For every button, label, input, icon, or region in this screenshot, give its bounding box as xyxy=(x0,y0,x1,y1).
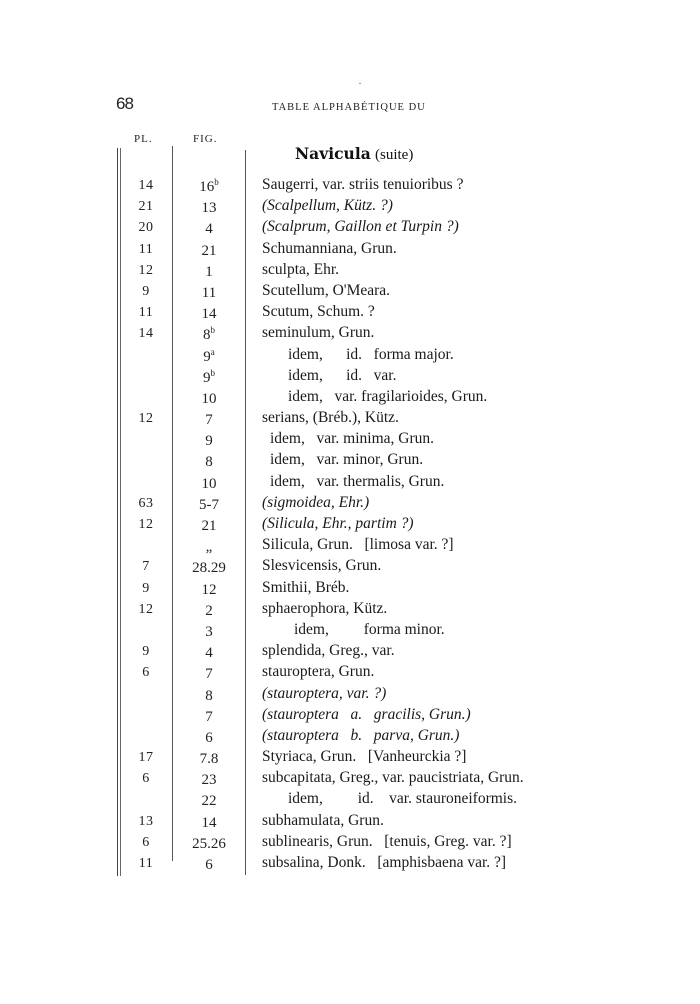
figure-number xyxy=(175,558,243,577)
species-entry xyxy=(262,600,387,618)
figure-number-value: 9 xyxy=(203,348,211,365)
table-row xyxy=(0,685,700,706)
figure-number xyxy=(175,389,243,408)
plate-number: 6 xyxy=(142,665,150,681)
column-header-fig: FIG. xyxy=(193,133,218,145)
plate-number: 11 xyxy=(138,305,154,321)
species-entry xyxy=(262,685,386,703)
figure-number xyxy=(175,452,243,471)
table-row xyxy=(0,197,700,218)
plate-number: 14 xyxy=(138,326,154,342)
stray-dot xyxy=(359,83,361,84)
species-entry xyxy=(262,324,374,342)
species-entry-text: (Scalprum, Gaillon et Turpin ?) xyxy=(262,218,459,236)
species-entry xyxy=(262,812,384,830)
table-row xyxy=(0,218,700,239)
plate-number: 17 xyxy=(138,750,154,766)
figure-number-value: 25.26 xyxy=(192,835,226,852)
figure-number-value: 4 xyxy=(205,221,213,238)
figure-number-value: 16 xyxy=(199,179,215,195)
figure-number-value: 10 xyxy=(201,390,217,407)
species-entry-text: (Scalpellum, Kütz. ?) xyxy=(262,197,393,215)
figure-number xyxy=(175,474,243,493)
plate-number: 6 xyxy=(142,771,150,787)
figure-number xyxy=(175,749,243,768)
species-entry-text: (stauroptera a. gracilis, Grun.) xyxy=(262,705,471,723)
species-entry-text: Schumanniana, Grun. xyxy=(262,239,397,257)
figure-number-value: 14 xyxy=(201,814,217,831)
species-entry-text: idem, var. minor, Grun. xyxy=(270,451,424,469)
page-number: 68 xyxy=(116,94,133,113)
table-row xyxy=(0,536,700,557)
table-row xyxy=(0,515,700,536)
running-head: TABLE ALPHABÉTIQUE DU xyxy=(272,102,426,113)
species-entry-text: idem, forma minor. xyxy=(294,620,445,638)
table-row xyxy=(0,790,700,811)
figure-number xyxy=(175,198,243,217)
plate-number: 9 xyxy=(142,580,150,596)
species-entry-text: (stauroptera b. parva, Grun.) xyxy=(262,726,460,744)
table-row xyxy=(0,663,700,684)
table-row xyxy=(0,473,700,494)
plate-number: 12 xyxy=(138,262,154,278)
figure-number xyxy=(175,241,243,260)
genus-name: Navicula xyxy=(295,144,371,163)
table-row xyxy=(0,261,700,282)
species-entry-text: idem, var. minima, Grun. xyxy=(270,430,435,448)
table-row xyxy=(0,367,700,388)
table-row xyxy=(0,854,700,875)
species-entry-text: subhamulata, Grun. xyxy=(262,811,384,829)
plate-number: 7 xyxy=(142,559,150,575)
figure-number xyxy=(175,410,243,429)
plate-number: 13 xyxy=(138,813,154,829)
species-entry xyxy=(262,176,463,194)
species-entry-text: Silicula, Grun. [limosa var. ?] xyxy=(262,536,454,554)
figure-number-value: 3 xyxy=(205,623,213,640)
species-entry-text: sculpta, Ehr. xyxy=(262,260,340,278)
species-entry-text: Styriaca, Grun. [Vanheurckia ?] xyxy=(262,748,467,766)
figure-number-value: 1 xyxy=(205,263,213,280)
figure-superscript: a xyxy=(210,346,215,357)
figure-number xyxy=(175,347,243,366)
species-entry xyxy=(262,769,524,787)
figure-number-value: 6 xyxy=(205,857,213,873)
species-entry-text: (stauroptera, var. ?) xyxy=(262,684,387,702)
species-entry-text: (sigmoidea, Ehr.) xyxy=(262,493,370,511)
figure-number-value: 8 xyxy=(205,454,213,471)
species-entry-text: (Silicula, Ehr., partim ?) xyxy=(262,515,414,532)
species-entry xyxy=(262,409,399,427)
figure-superscript: b xyxy=(214,177,219,187)
section-title xyxy=(295,144,413,164)
figure-number-value: 8 xyxy=(205,687,213,704)
species-entry-text: seminulum, Grun. xyxy=(262,324,375,342)
species-entry xyxy=(262,218,459,236)
table-row xyxy=(0,346,700,367)
figure-number xyxy=(175,537,243,556)
section-suffix: (suite) xyxy=(375,147,414,163)
species-entry xyxy=(262,261,339,279)
species-entry xyxy=(262,642,395,660)
table-row xyxy=(0,557,700,578)
figure-number xyxy=(175,580,243,599)
figure-number xyxy=(175,368,243,387)
plate-number: 63 xyxy=(138,495,154,511)
plate-number: 20 xyxy=(138,220,154,236)
species-entry-text: stauroptera, Grun. xyxy=(262,663,375,681)
table-row xyxy=(0,600,700,621)
plate-number: 12 xyxy=(138,601,154,617)
species-entry-text: sublinearis, Grun. [tenuis, Greg. var. ?] xyxy=(262,832,512,850)
species-entry-text: Slesvicensis, Grun. xyxy=(262,557,382,575)
species-entry-text: idem, var. thermalis, Grun. xyxy=(270,472,445,490)
species-entry-text: Saugerri, var. striis tenuioribus ? xyxy=(262,176,464,193)
figure-number-value: 2 xyxy=(205,602,213,619)
figure-number-value: 13 xyxy=(201,200,217,217)
figure-number-value: 9 xyxy=(205,433,213,450)
figure-number-value: 23 xyxy=(201,772,217,789)
plate-number: 11 xyxy=(138,241,154,257)
species-entry xyxy=(270,430,434,448)
figure-number xyxy=(175,770,243,789)
table-row xyxy=(0,812,700,833)
plate-number: 6 xyxy=(142,834,150,850)
figure-number xyxy=(175,283,243,302)
species-entry xyxy=(262,282,390,300)
figure-number-value: 22 xyxy=(201,793,217,810)
species-entry xyxy=(262,557,381,575)
table-row xyxy=(0,388,700,409)
species-entry-text: splendida, Greg., var. xyxy=(262,642,395,660)
figure-number-value: 11 xyxy=(201,284,217,301)
figure-number-value: 21 xyxy=(201,518,217,534)
plate-number: 9 xyxy=(142,644,150,660)
figure-number xyxy=(175,643,243,662)
table-row xyxy=(0,748,700,769)
species-entry xyxy=(262,240,397,258)
figure-number xyxy=(175,791,243,810)
column-header-pl: PL. xyxy=(134,133,153,145)
species-entry xyxy=(294,621,445,639)
species-entry xyxy=(262,833,512,851)
figure-number xyxy=(175,325,243,344)
plate-number: 12 xyxy=(138,411,154,427)
species-entry xyxy=(262,854,506,872)
species-entry xyxy=(262,515,414,533)
species-entry-text: Smithii, Bréb. xyxy=(262,578,350,596)
figure-number-value: „ xyxy=(205,539,213,556)
species-entry xyxy=(288,367,397,385)
species-entry xyxy=(288,790,517,808)
figure-number-value: 12 xyxy=(201,581,217,598)
species-entry xyxy=(262,579,349,597)
table-row xyxy=(0,409,700,430)
figure-number xyxy=(175,516,243,535)
species-entry-text: subcapitata, Greg., var. paucistriata, Grun. xyxy=(262,769,524,787)
figure-number xyxy=(175,707,243,726)
figure-number xyxy=(175,622,243,641)
species-entry-text: subsalina, Donk. [amphisbaena var. ?] xyxy=(262,854,507,871)
figure-number xyxy=(175,219,243,238)
species-entry xyxy=(270,451,423,469)
species-entry xyxy=(288,388,487,406)
figure-number-value: 7 xyxy=(205,708,213,725)
species-entry-text: sphaerophora, Kütz. xyxy=(262,599,388,617)
species-entry xyxy=(262,706,471,724)
figure-number xyxy=(175,601,243,620)
species-entry xyxy=(262,303,375,321)
species-entry-text: idem, id. var. stauroneiformis. xyxy=(288,790,518,808)
table-row xyxy=(0,769,700,790)
figure-number-value: 14 xyxy=(201,306,217,323)
species-entry-text: idem, var. fragilarioides, Grun. xyxy=(288,387,488,405)
species-entry-text: idem, id. var. xyxy=(288,366,397,384)
figure-number xyxy=(175,834,243,853)
species-entry xyxy=(262,727,459,745)
figure-number-value: 8 xyxy=(203,327,211,344)
plate-number: 12 xyxy=(138,517,154,532)
figure-number-value: 9 xyxy=(203,369,211,386)
plate-number: 21 xyxy=(138,199,154,215)
species-entry-text: idem, id. forma major. xyxy=(288,345,454,363)
table-row xyxy=(0,833,700,854)
plate-number: 9 xyxy=(142,283,150,299)
table-row xyxy=(0,451,700,472)
figure-number-value: 4 xyxy=(205,645,213,662)
figure-number-value: 21 xyxy=(201,242,217,259)
table-row xyxy=(0,324,700,345)
figure-number xyxy=(175,664,243,683)
table-row xyxy=(0,706,700,727)
figure-number xyxy=(175,813,243,832)
species-entry xyxy=(288,346,454,364)
figure-number xyxy=(175,262,243,281)
table-row xyxy=(0,176,700,197)
species-entry xyxy=(262,197,393,215)
figure-number xyxy=(175,686,243,705)
table-row xyxy=(0,494,700,515)
plate-number: 11 xyxy=(138,856,154,871)
species-entry-text: Scutellum, O'Meara. xyxy=(262,281,391,299)
figure-number-value: 7.8 xyxy=(199,751,219,768)
index-table xyxy=(0,176,700,875)
species-entry xyxy=(262,663,374,681)
figure-number xyxy=(175,495,243,514)
table-row xyxy=(0,240,700,261)
plate-number: 14 xyxy=(138,178,154,193)
species-entry-text: Scutum, Schum. ? xyxy=(262,303,375,321)
table-row xyxy=(0,303,700,324)
figure-superscript: b xyxy=(210,367,215,378)
figure-number xyxy=(175,728,243,747)
table-row xyxy=(0,579,700,600)
table-row xyxy=(0,642,700,663)
table-row xyxy=(0,621,700,642)
table-row xyxy=(0,727,700,748)
figure-number xyxy=(175,855,243,874)
species-entry xyxy=(270,473,444,491)
figure-number-value: 7 xyxy=(205,666,213,683)
figure-number-value: 10 xyxy=(201,475,217,492)
figure-number-value: 5-7 xyxy=(199,496,219,513)
species-entry xyxy=(262,494,369,512)
species-entry xyxy=(262,536,454,554)
figure-superscript: b xyxy=(210,325,215,336)
figure-number-value: 28.29 xyxy=(192,560,226,577)
figure-number xyxy=(175,304,243,323)
figure-number xyxy=(175,431,243,450)
figure-number-value: 7 xyxy=(205,412,213,429)
figure-number-value: 6 xyxy=(205,729,213,746)
species-entry-text: serians, (Bréb.), Kütz. xyxy=(262,409,399,427)
table-row xyxy=(0,282,700,303)
figure-number xyxy=(175,177,243,196)
species-entry xyxy=(262,748,466,766)
table-row xyxy=(0,430,700,451)
